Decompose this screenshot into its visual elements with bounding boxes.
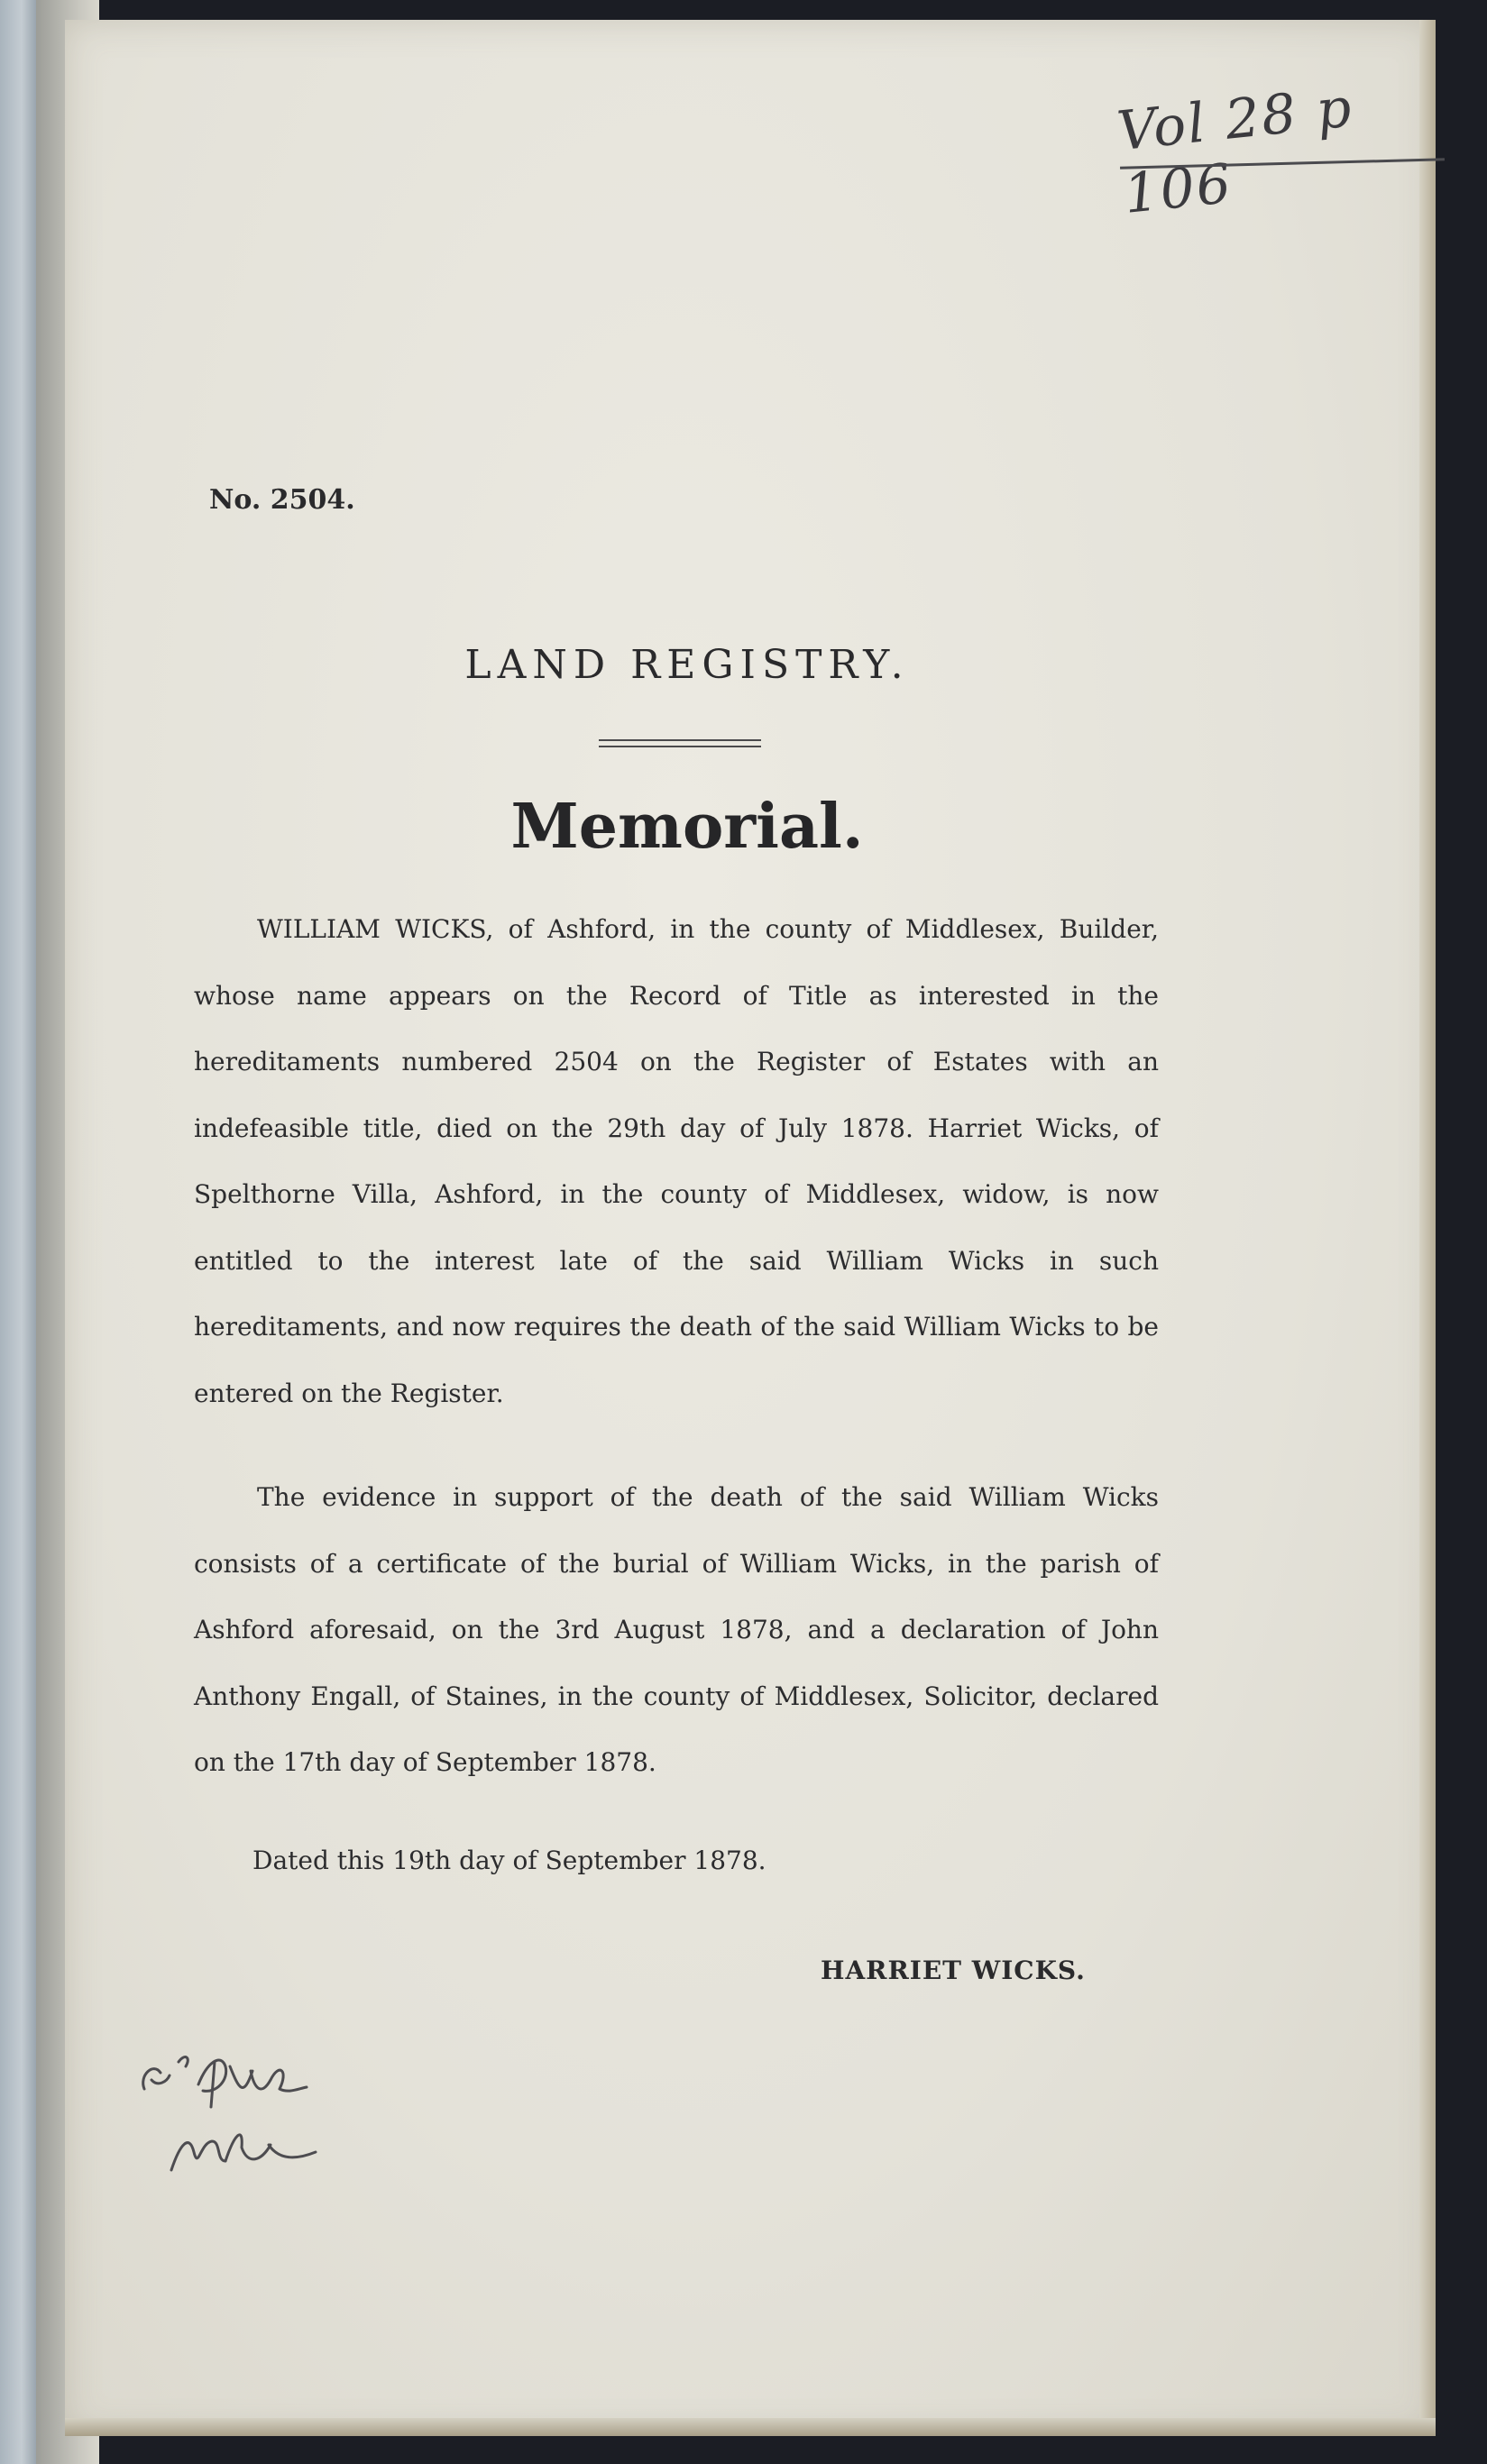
- signatory-name: HARRIET WICKS.: [821, 1956, 1086, 1985]
- handwritten-volume-annotation: [1057, 56, 1454, 226]
- document-number: No. 2504.: [209, 484, 355, 516]
- document-page: [65, 20, 1436, 2436]
- book-binding: [0, 0, 36, 2464]
- page-edge: [1419, 20, 1436, 2436]
- document-title: LAND REGISTRY.: [464, 642, 910, 688]
- memorial-paragraph-1: WILLIAM WICKS, of Ashford, in the county of Middlesex, Builder, whose name appears on the Record of Title as interested in the hereditaments numbered 2504 on the Register of Estates with an indefeasible title, died on the 29th day of July 1878. Harriet Wicks, of Spelthorne Villa, Ashford, in the county of Middlesex, widow, is now entitled to the interest late of the said William Wicks in such hereditaments, and now requires the death of the said William Wicks to be entered on the Register.: [194, 914, 1159, 1408]
- memorial-paragraph-2: The evidence in support of the death of the said William Wicks consists of a certificate of the burial of William Wicks, in the parish of Ashford aforesaid, on the 3rd August 1878, and a declaration of John Anthony Engall, of Staines, in the county of Middlesex, Solicitor, declared on the 17th day of September 1878.: [194, 1482, 1159, 1777]
- handwritten-initials-mark: [135, 2026, 370, 2197]
- title-double-rule: [599, 739, 761, 747]
- document-subtitle: Memorial.: [510, 791, 864, 863]
- page-bottom-edge: [65, 2418, 1436, 2436]
- dated-line: Dated this 19th day of September 1878.: [252, 1846, 766, 1875]
- annotation-text: Vol 28 p 106: [1114, 76, 1356, 226]
